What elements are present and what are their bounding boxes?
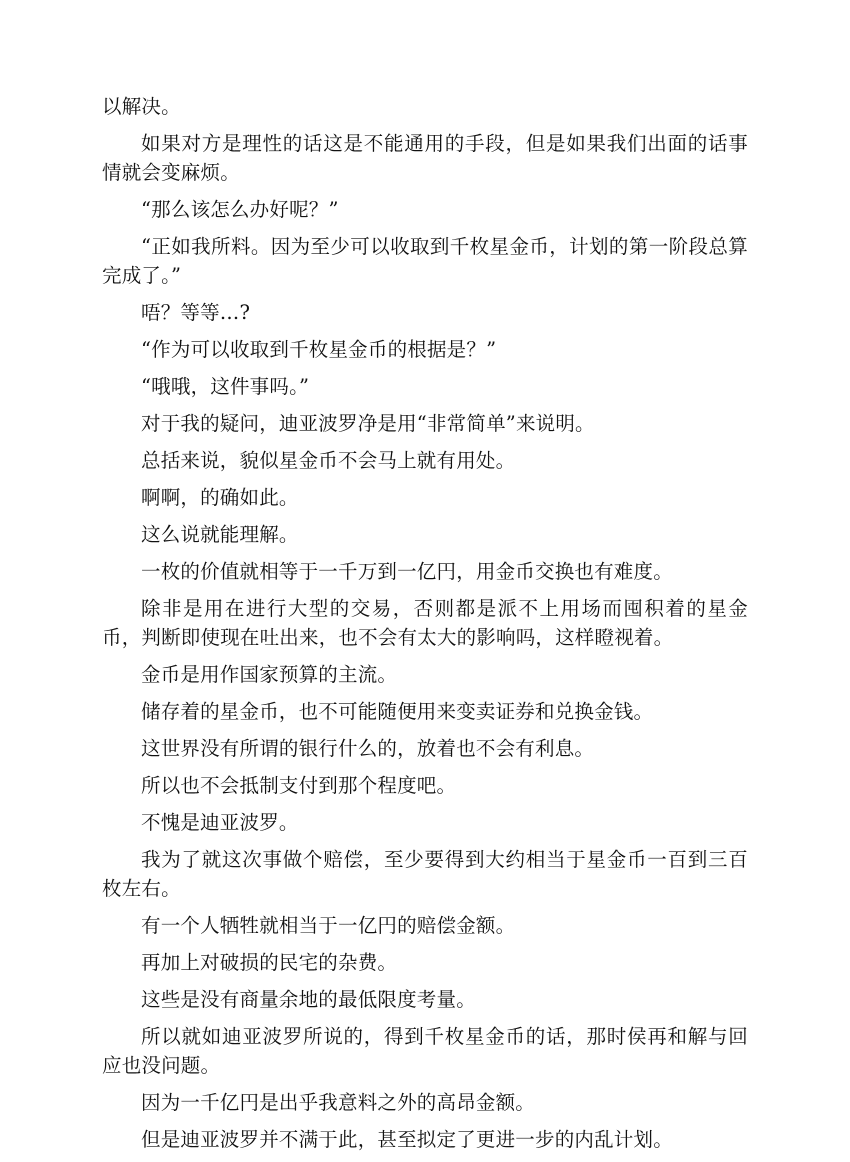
paragraph: 储存着的星金币，也不可能随便用来变卖证券和兑换金钱。 [141,700,654,723]
paragraph: 所以就如迪亚波罗所说的，得到千枚星金币的话，那时侯再和解与回应也没问题。 [102,1025,748,1077]
paragraph: “那么该怎么办好呢？” [141,198,339,221]
paragraph: 以解决。 [102,95,181,118]
paragraph: 啊啊，的确如此。 [141,486,299,509]
paragraph: “哦哦，这件事吗。” [141,375,310,398]
document-body [102,92,748,1162]
paragraph: 这些是没有商量余地的最低限度考量。 [141,988,476,1011]
paragraph: “正如我所料。因为至少可以收取到千枚星金币，计划的第一阶段总算完成了。” [102,235,748,287]
paragraph: “作为可以收取到千枚星金币的根据是？” [141,338,497,361]
paragraph: 这世界没有所谓的银行什么的，放着也不会有利息。 [141,737,595,760]
paragraph: 除非是用在进行大型的交易，否则都是派不上用场而囤积着的星金币，判断即使现在吐出来，也不会有太大的影响吗，这样瞪视着。 [102,597,748,649]
paragraph: 不愧是迪亚波罗。 [141,811,299,834]
paragraph: 唔？等等…? [141,301,251,324]
paragraph: 有一个人牺牲就相当于一亿円的赔偿金额。 [141,914,516,937]
paragraph: 我为了就这次事做个赔偿，至少要得到大约相当于星金币一百到三百枚左右。 [102,848,748,900]
paragraph: 对于我的疑问，迪亚波罗净是用“非常简单”来说明。 [141,412,595,435]
paragraph: 再加上对破损的民宅的杂费。 [141,951,398,974]
paragraph: 因为一千亿円是出乎我意料之外的高昂金额。 [141,1091,536,1114]
paragraph: 但是迪亚波罗并不满于此，甚至拟定了更进一步的内乱计划。 [141,1128,673,1151]
paragraph: 所以也不会抵制支付到那个程度吧。 [141,774,457,797]
paragraph: 这么说就能理解。 [141,523,299,546]
paragraph: 如果对方是理性的话这是不能通用的手段，但是如果我们出面的话事情就会变麻烦。 [102,132,748,184]
paragraph: 金币是用作国家预算的主流。 [141,663,398,686]
paragraph: 一枚的价值就相等于一千万到一亿円，用金币交换也有难度。 [141,560,673,583]
paragraph: 总括来说，貌似星金币不会马上就有用处。 [141,449,516,472]
